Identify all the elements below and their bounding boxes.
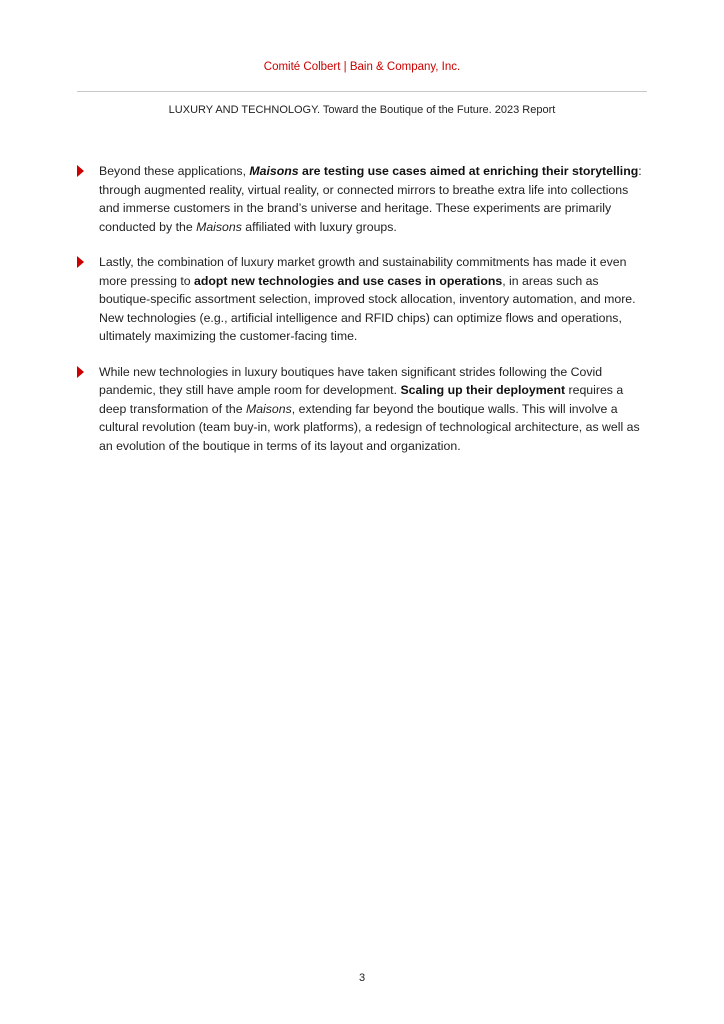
bullet-arrow-icon <box>77 256 84 268</box>
report-brand: Comité Colbert | Bain & Company, Inc. <box>263 61 461 73</box>
page-number: 3 <box>358 972 366 984</box>
bullet-arrow-icon <box>77 366 84 378</box>
bullet-arrow-icon <box>77 165 84 177</box>
bullet-storytelling <box>77 162 652 236</box>
bullet-operations <box>77 253 652 346</box>
bullet-text: requires a deep transformation of the <box>99 383 624 416</box>
bullet-emphasis-operations: adopt new technologies and use cases in operations <box>194 273 503 288</box>
bullet-emphasis-maisons: Maisons are testing use cases aimed at enriching their storytelling <box>249 164 639 178</box>
header-divider <box>77 91 647 92</box>
bullet-deployment <box>77 363 652 456</box>
bullet-italic-maisons: Maisons <box>196 219 242 234</box>
bullet-text: Lastly, the combination of luxury market growth and sustainability commitments has made it even more pressing to <box>99 255 627 288</box>
bullet-text: Beyond these applications, <box>99 164 250 178</box>
bullet-text: , in areas such as boutique-specific assortment selection, improved stock allocation, inventory automation, and more. New technologies (e.g., artificial intelligence and RFID chips) can optimize flows and operations, ultimately maximizing the customer-facing time. <box>99 273 636 343</box>
bullet-emphasis-deployment: Scaling up their deployment <box>400 383 566 397</box>
bullet-text: affiliated with luxury groups. <box>241 219 397 234</box>
bullet-text: , extending far beyond the boutique walls. This will involve a cultural revolution (team buy-in, work platforms), a redesign of technological architecture, as well as an evolution of the boutique in terms of its layout and organization. <box>99 401 640 453</box>
bullet-text: While new technologies in luxury boutiques have taken significant strides following the Covid pandemic, they still have ample room for development. <box>99 364 603 397</box>
report-subtitle: LUXURY AND TECHNOLOGY. Toward the Boutique of the Future. 2023 Report <box>168 104 556 116</box>
bullet-italic-maisons: Maisons <box>245 401 292 416</box>
bullet-text: : through augmented reality, virtual reality, or connected mirrors to breathe extra life into collections and immerse customers in the brand’s universe and heritage. These experiments are primarily conducted by the <box>99 164 642 234</box>
bullet-list <box>77 162 652 472</box>
